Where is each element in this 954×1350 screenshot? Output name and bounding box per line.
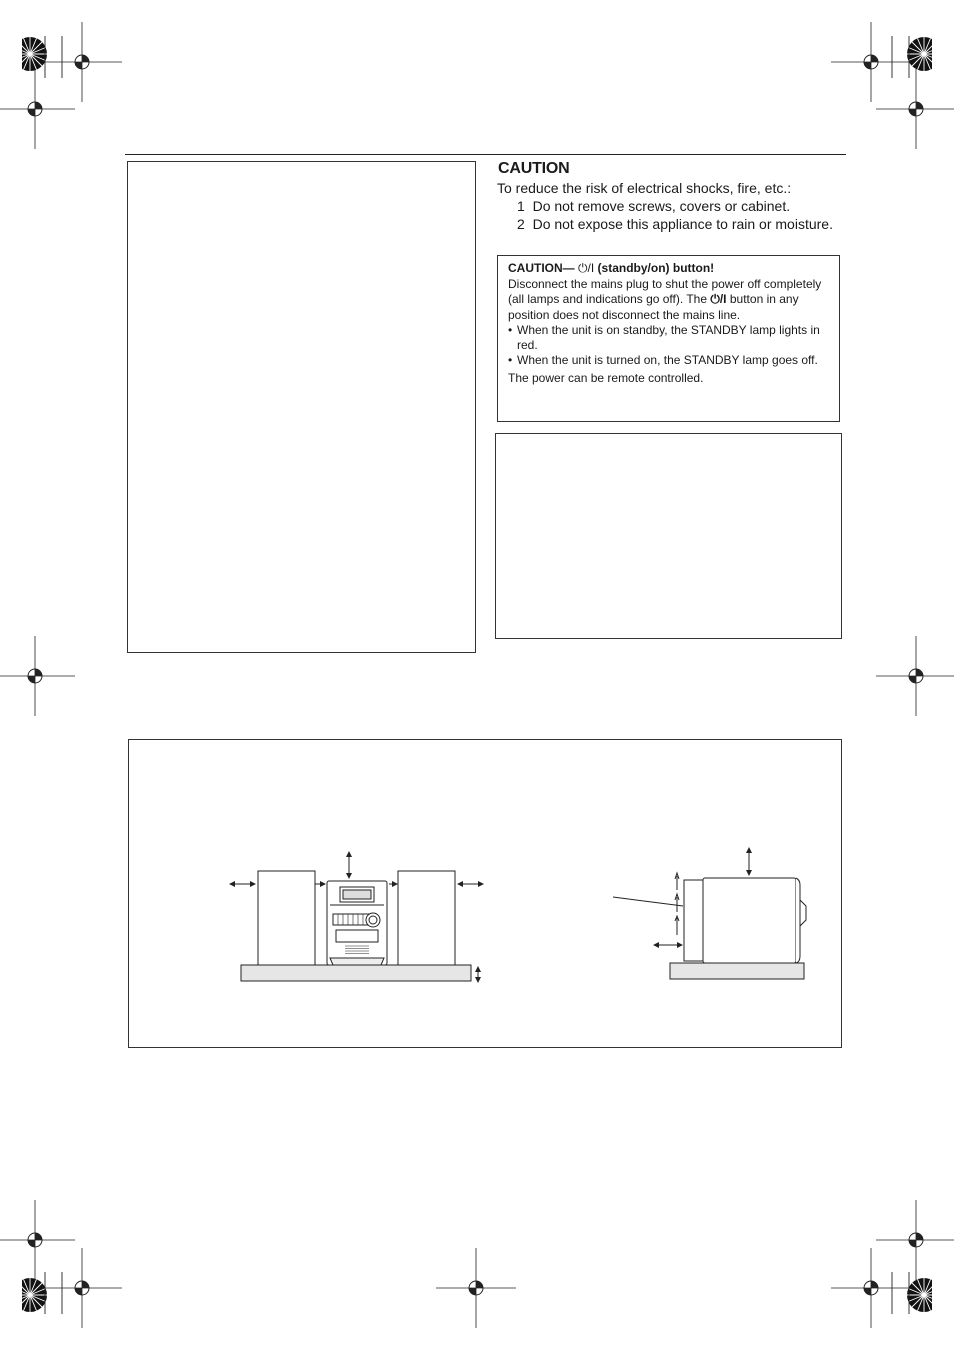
- power-icon: ⏻/I: [710, 292, 727, 307]
- standby-caution-heading: CAUTION— ⏻/I (standby/on) button!: [508, 261, 715, 275]
- vent-arrow-upper: [675, 873, 679, 890]
- standby-caution-paragraph: Disconnect the mains plug to shut the power off completely (all lamps and indications go off). The ⏻/I button in any position does not disconnect the mains line.: [508, 277, 822, 322]
- vent-arrow-middle: [675, 894, 679, 912]
- caution-item-1: 1 Do not remove screws, covers or cabinet.: [517, 198, 791, 214]
- caution-intro: To reduce the risk of electrical shocks, fire, etc.:: [497, 180, 792, 196]
- left-speaker: [258, 871, 315, 965]
- standby-bullet-2: • When the unit is turned on, the STANDBY lamp goes off.: [508, 353, 818, 368]
- side-view-illustration: [613, 848, 806, 979]
- front-view-illustration: [230, 852, 483, 982]
- standby-footer: The power can be remote controlled.: [508, 370, 704, 385]
- standby-bullet-1: • When the unit is on standby, the STANDBY lamp lights in red.: [508, 322, 820, 353]
- main-unit-front: [327, 881, 387, 965]
- front-shelf: [241, 965, 471, 981]
- caution-item-2: 2 Do not expose this appliance to rain or moisture.: [517, 216, 833, 232]
- caution-title: CAUTION: [498, 160, 570, 177]
- power-icon: ⏻/I: [578, 261, 595, 275]
- vent-arrow-lower: [675, 916, 679, 935]
- main-unit-side: [684, 878, 806, 963]
- vent-leader-line: [613, 897, 683, 906]
- side-shelf: [670, 963, 804, 979]
- right-speaker: [398, 871, 455, 965]
